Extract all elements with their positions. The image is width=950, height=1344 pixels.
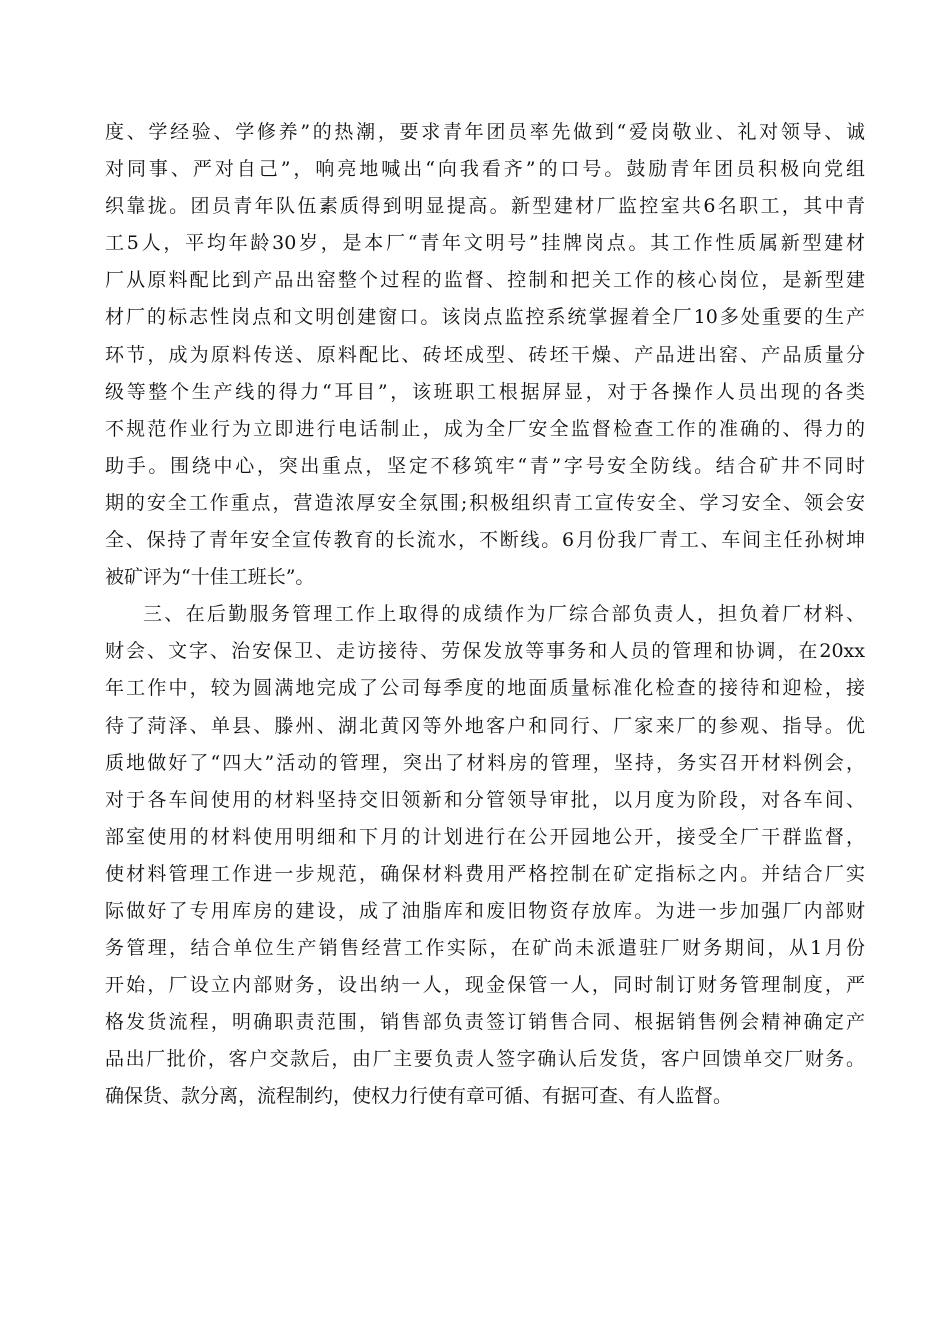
- text-line: 财会、文字、治安保卫、走访接待、劳保发放等事务和人员的管理和协调，在20xx: [105, 640, 865, 663]
- text-line: 质地做好了“四大”活动的管理，突出了材料房的管理，坚持，务实召开材料例会，: [105, 751, 865, 774]
- text-line: 务管理，结合单位生产销售经营工作实际，在矿尚未派遣驻厂财务期间，从1月份: [105, 937, 865, 960]
- text-line: 开始，厂设立内部财务，设出纳一人，现金保管一人，同时制订财务管理制度，严: [105, 974, 865, 997]
- text-line: 材厂的标志性岗点和文明创建窗口。该岗点监控系统掌握着全厂10多处重要的生产: [105, 306, 865, 329]
- text-line: 待了菏泽、单县、滕州、湖北黄冈等外地客户和同行、厂家来厂的参观、指导。优: [105, 714, 865, 737]
- text-line: 确保货、款分离，流程制约，使权力行使有章可循、有据可查、有人监督。: [105, 1085, 733, 1108]
- text-line: 级等整个生产线的得力“耳目”，该班职工根据屏显，对于各操作人员出现的各类: [105, 380, 865, 403]
- text-line: 环节，成为原料传送、原料配比、砖坯成型、砖坯干燥、产品进出窑、产品质量分: [105, 343, 865, 366]
- text-line: 期的安全工作重点，营造浓厚安全氛围;积极组织青工宣传安全、学习安全、领会安: [105, 491, 865, 514]
- text-line: 品出厂批价，客户交款后，由厂主要负责人签字确认后发货，客户回馈单交厂财务。: [105, 1048, 865, 1071]
- text-line: 助手。围绕中心，突出重点，坚定不移筑牢“青”字号安全防线。结合矿井不同时: [105, 454, 865, 477]
- text-line: 际做好了专用库房的建设，成了油脂库和废旧物资存放库。为进一步加强厂内部财: [105, 899, 865, 922]
- text-line: 部室使用的材料使用明细和下月的计划进行在公开园地公开，接受全厂干群监督，: [105, 825, 865, 848]
- text-line: 三、在后勤服务管理工作上取得的成绩作为厂综合部负责人，担负着厂材料、: [143, 603, 865, 626]
- text-line: 织靠拢。团员青年队伍素质得到明显提高。新型建材厂监控室共6名职工，其中青: [105, 195, 865, 218]
- paragraph-1: [105, 114, 865, 596]
- text-line: 度、学经验、学修养”的热潮，要求青年团员率先做到“爱岗敬业、礼对领导、诚: [105, 121, 865, 143]
- text-line: 厂从原料配比到产品出窑整个过程的监督、控制和把关工作的核心岗位，是新型建: [105, 269, 865, 292]
- text-line: 对于各车间使用的材料坚持交旧领新和分管领导审批，以月度为阶段，对各车间、: [105, 788, 865, 811]
- text-line: 使材料管理工作进一步规范，确保材料费用严格控制在矿定指标之内。并结合厂实: [105, 862, 865, 885]
- text-line: 对同事、严对自己”，响亮地喊出“向我看齐”的口号。鼓励青年团员积极向党组: [105, 158, 865, 181]
- paragraph-2: [105, 596, 865, 1115]
- text-line: 年工作中，较为圆满地完成了公司每季度的地面质量标准化检查的接待和迎检，接: [105, 677, 865, 700]
- text-line: 被矿评为“十佳工班长”。: [105, 566, 315, 589]
- text-line: 不规范作业行为立即进行电话制止，成为全厂安全监督检查工作的准确的、得力的: [105, 417, 865, 440]
- text-line: 全、保持了青年安全宣传教育的长流水，不断线。6月份我厂青工、车间主任孙树坤: [105, 529, 865, 552]
- text-line: 工5人，平均年龄30岁，是本厂“青年文明号”挂牌岗点。其工作性质属新型建材: [105, 232, 865, 255]
- text-line: 格发货流程，明确职责范围，销售部负责签订销售合同、根据销售例会精神确定产: [105, 1011, 865, 1034]
- document-body: [105, 114, 865, 1116]
